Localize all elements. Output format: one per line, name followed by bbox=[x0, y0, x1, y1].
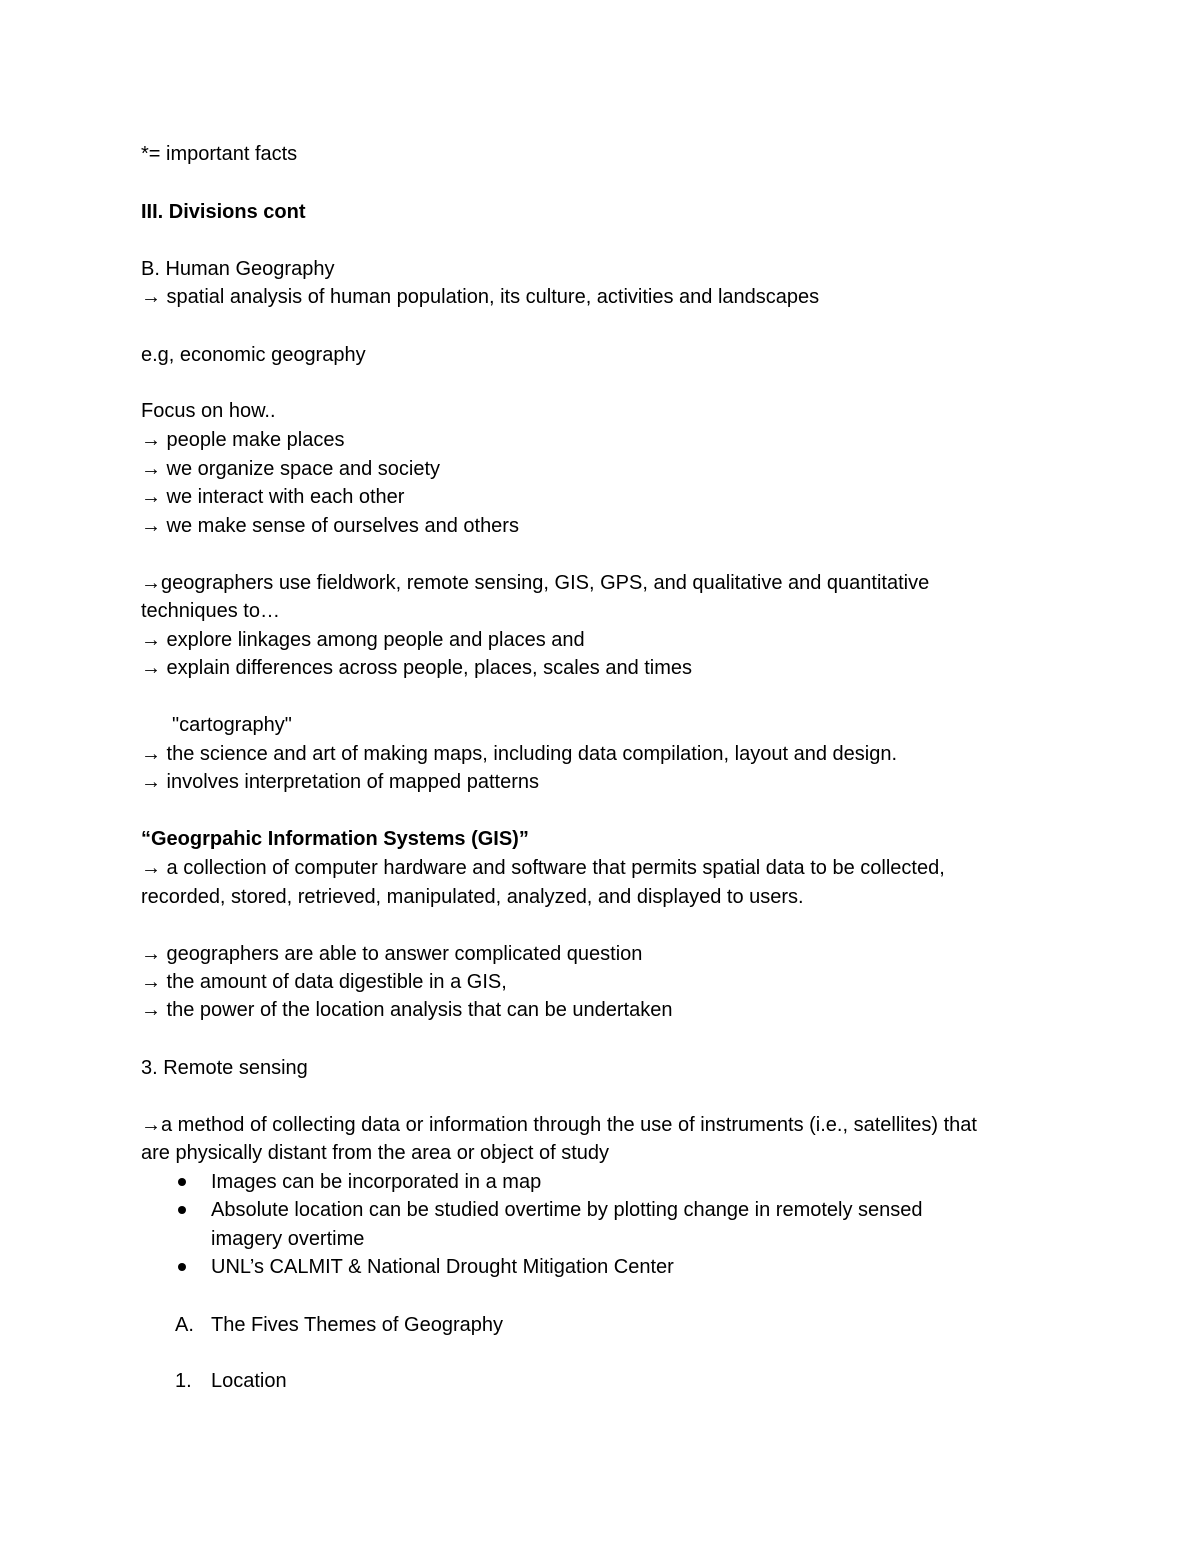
remote-sensing-heading: 3. Remote sensing bbox=[141, 1057, 308, 1079]
gis-item: → the amount of data digestible in a GIS, bbox=[141, 971, 507, 993]
human-geography-definition: → spatial analysis of human population, its culture, activities and landscapes bbox=[141, 286, 820, 308]
focus-item: → we organize space and society bbox=[141, 458, 441, 480]
example-line: e.g, economic geography bbox=[141, 344, 366, 366]
bullet-icon bbox=[178, 1263, 186, 1271]
cartography-item: → the science and art of making maps, including data compilation, layout and design. bbox=[141, 743, 897, 765]
remote-sensing-definition: →a method of collecting data or information through the use of instruments (i.e., satellites) that bbox=[141, 1114, 977, 1136]
themes-title: The Fives Themes of Geography bbox=[211, 1314, 503, 1336]
list-marker: 1. bbox=[175, 1370, 192, 1392]
techniques-line: →geographers use fieldwork, remote sensing, GIS, GPS, and qualitative and quantitative bbox=[141, 572, 930, 594]
techniques-item: → explore linkages among people and places and bbox=[141, 629, 585, 651]
section-heading: III. Divisions cont bbox=[141, 201, 306, 223]
cartography-term: "cartography" bbox=[172, 714, 292, 736]
gis-definition: recorded, stored, retrieved, manipulated, analyzed, and displayed to users. bbox=[141, 886, 804, 908]
gis-item: → geographers are able to answer complicated question bbox=[141, 943, 643, 965]
list-marker: A. bbox=[175, 1314, 194, 1336]
focus-item: → we make sense of ourselves and others bbox=[141, 515, 519, 537]
cartography-item: → involves interpretation of mapped patterns bbox=[141, 771, 539, 793]
techniques-line: techniques to… bbox=[141, 600, 280, 622]
gis-item: → the power of the location analysis that can be undertaken bbox=[141, 999, 673, 1021]
bullet-item-continued: imagery overtime bbox=[211, 1228, 365, 1250]
remote-sensing-definition: are physically distant from the area or object of study bbox=[141, 1142, 610, 1164]
focus-item: → people make places bbox=[141, 429, 345, 451]
human-geography-title: B. Human Geography bbox=[141, 258, 335, 280]
bullet-item: UNL’s CALMIT & National Drought Mitigation Center bbox=[211, 1256, 674, 1278]
bullet-item: Absolute location can be studied overtime by plotting change in remotely sensed bbox=[211, 1199, 923, 1221]
bullet-item: Images can be incorporated in a map bbox=[211, 1171, 542, 1193]
gis-definition: → a collection of computer hardware and software that permits spatial data to be collected, bbox=[141, 857, 945, 879]
gis-heading: “Geogrpahic Information Systems (GIS)” bbox=[141, 828, 529, 850]
techniques-item: → explain differences across people, places, scales and times bbox=[141, 657, 693, 679]
bullet-icon bbox=[178, 1206, 186, 1214]
bullet-icon bbox=[178, 1178, 186, 1186]
location-title: Location bbox=[211, 1370, 287, 1392]
focus-item: → we interact with each other bbox=[141, 486, 405, 508]
legend-note: *= important facts bbox=[141, 143, 298, 165]
focus-intro: Focus on how.. bbox=[141, 400, 276, 422]
